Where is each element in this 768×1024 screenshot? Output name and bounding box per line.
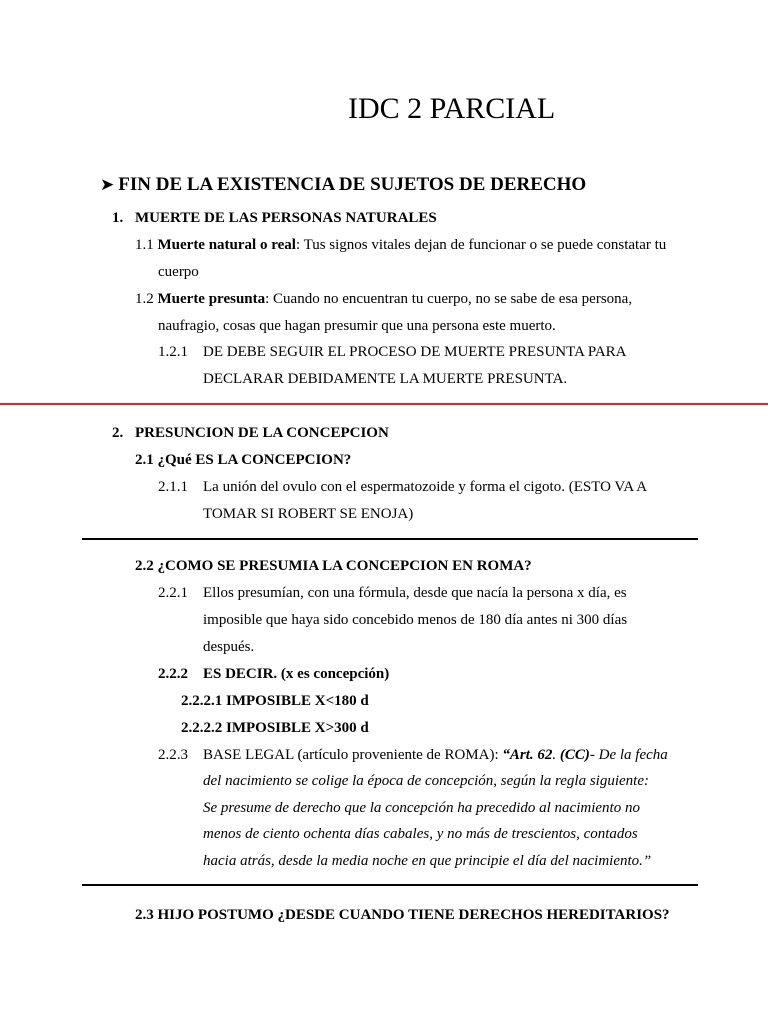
item-1-2-term: Muerte presunta [157,291,266,307]
item-1-1-number: 1.1 [135,237,154,253]
item-2-2-1-text: Ellos presumían, con una fórmula, desde que nacía la persona x día, es [203,585,627,601]
item-2-1-1-text: La unión del ovulo con el espermatozoide y forma el cigoto. (ESTO VA A [203,479,648,495]
page-title: IDC 2 PARCIAL [348,92,556,125]
section-2-number: 2. [112,425,124,441]
item-2-2-3-line-5: hacia atrás, desde la media noche en que principie el día del nacimiento.” [203,853,652,869]
item-2-2-1-number: 2.2.1 [158,585,188,601]
item-2-2-2 [158,666,389,683]
item-1-2-number: 1.2 [135,291,154,307]
item-2-3-heading: 2.3 HIJO POSTUMO ¿DESDE CUANDO TIENE DERECHOS HEREDITARIOS? [135,907,670,923]
item-2-2-3-number: 2.2.3 [158,747,188,763]
item-2-2-2-text: ES DECIR. (x es concepción) [203,666,390,682]
item-2-2-heading: 2.2 ¿COMO SE PRESUMIA LA CONCEPCION EN ROMA? [135,558,532,574]
item-1-2-line-2: naufragio, cosas que hagan presumir que una persona este muerto. [158,318,556,334]
item-2-1-1-line-1 [158,479,647,496]
item-2-2-1-line-1 [158,585,627,602]
item-2-2-2-number: 2.2.2 [158,666,188,682]
section-1-title: MUERTE DE LAS PERSONAS NATURALES [135,210,437,226]
item-2-2-2-2: 2.2.2.2 IMPOSIBLE X>300 d [181,720,369,736]
article-number: “Art. 62 [502,747,553,763]
item-2-1-1-line-2: TOMAR SI ROBERT SE ENOJA) [203,506,414,522]
section-2-title: PRESUNCION DE LA CONCEPCION [135,425,389,441]
item-2-2-1-line-3: después. [203,639,255,655]
article-code: (CC) [559,747,590,763]
item-2-2-3-line-1 [158,747,668,764]
section-heading [100,174,586,196]
item-1-1-line-1 [135,237,666,254]
section-1-heading [112,210,437,227]
article-text-start: - De la fecha [589,747,668,763]
black-divider [82,538,698,540]
item-2-2-3-line-2: del nacimiento se colige la época de concepción, según la regla siguiente: [203,773,649,789]
item-1-2-1-line-1 [158,344,627,361]
item-1-2-text: : Cuando no encuentran tu cuerpo, no se sabe de esa persona, [265,291,633,307]
red-divider [0,403,768,405]
black-divider-2 [82,884,698,886]
item-1-2-1-number: 1.2.1 [158,344,188,360]
item-1-1-text: : Tus signos vitales dejan de funcionar o se puede constatar tu [295,237,667,253]
arrow-bullet-icon: ➤ [100,175,115,195]
item-2-2-1-line-2: imposible que haya sido concebido menos de 180 día antes ni 300 días [203,612,628,628]
section-1-number: 1. [112,210,124,226]
item-1-2-1-text: DE DEBE SEGUIR EL PROCESO DE MUERTE PRESUNTA PARA [203,344,627,360]
item-2-1-heading: 2.1 ¿Qué ES LA CONCEPCION? [135,452,352,468]
item-1-2-1-line-2: DECLARAR DEBIDAMENTE LA MUERTE PRESUNTA. [203,371,568,387]
item-1-1-line-2: cuerpo [158,264,199,280]
section-2-heading [112,425,389,442]
item-2-2-3-line-3: Se presume de derecho que la concepción ha precedido al nacimiento no [203,800,640,816]
section-heading-text: FIN DE LA EXISTENCIA DE SUJETOS DE DERECHO [118,174,587,195]
item-2-2-3-lead: BASE LEGAL (artículo proveniente de ROMA): [203,747,503,763]
item-2-1-1-number: 2.1.1 [158,479,188,495]
article-dot: . [552,747,560,763]
item-1-1-term: Muerte natural o real [157,237,296,253]
item-1-2-line-1 [135,291,632,308]
item-2-2-3-line-4: menos de ciento ochenta días cabales, y no más de trescientos, contados [203,826,638,842]
item-2-2-2-1: 2.2.2.1 IMPOSIBLE X<180 d [181,693,369,709]
